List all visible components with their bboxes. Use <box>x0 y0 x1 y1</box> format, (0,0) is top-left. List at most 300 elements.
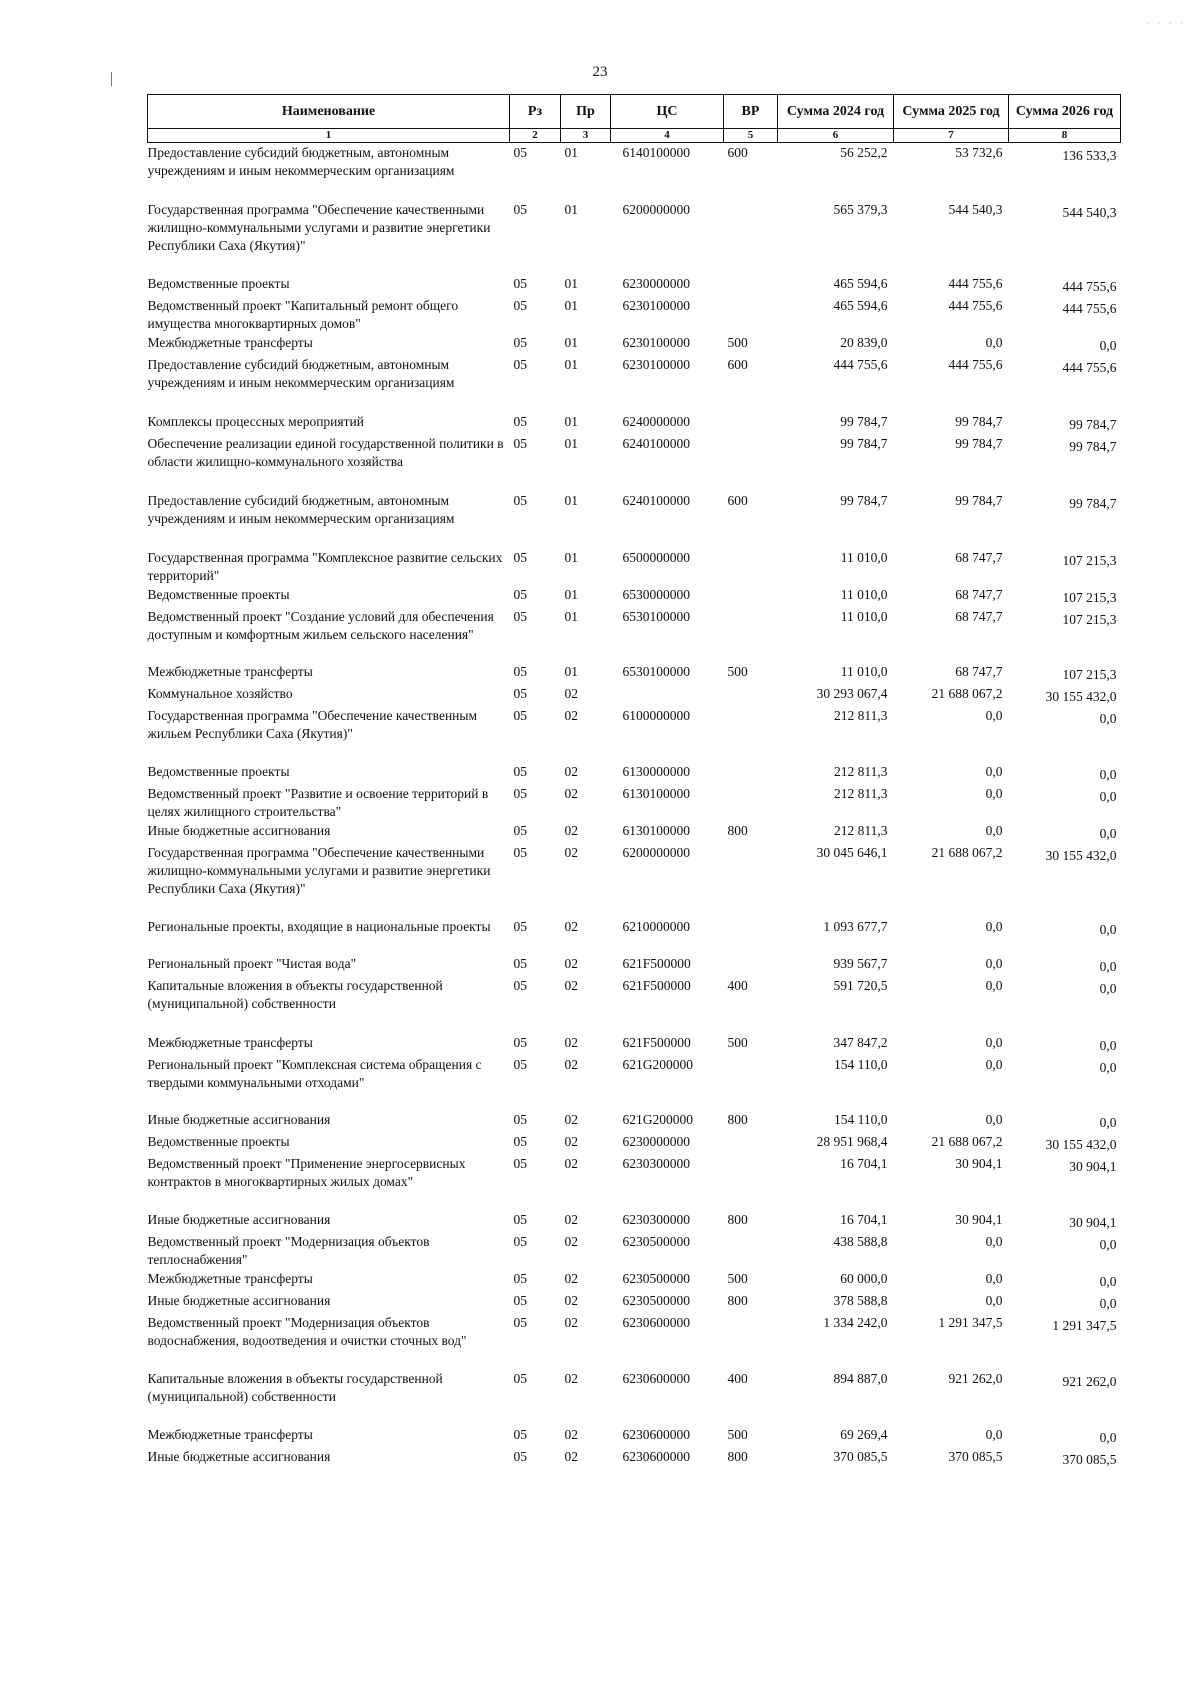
row-vr <box>724 706 778 762</box>
row-sum-2024: 1 093 677,7 <box>823 918 888 934</box>
row-pr: 02 <box>564 1133 578 1149</box>
row-sum-2025: 544 540,3 <box>948 201 1003 217</box>
row-rz: 05 <box>513 1211 527 1227</box>
row-sum-2026: 0,0 <box>1099 1037 1117 1053</box>
row-name: Государственная программа "Обеспечение качественным жильем Республики Саха (Якутия)" <box>147 707 478 741</box>
row-pr: 01 <box>564 297 578 313</box>
row-rz: 05 <box>513 297 527 313</box>
row-name: Ведомственный проект "Модернизация объектов водоснабжения, водоотведения и очистки сточных вод" <box>147 1314 467 1348</box>
row-name: Межбюджетные трансферты <box>147 334 313 350</box>
row-name: Предоставление субсидий бюджетным, автономным учреждениям и иным некоммерческим организациям <box>147 356 455 390</box>
row-cs: 6210000000 <box>622 918 690 934</box>
row-pr: 01 <box>564 275 578 291</box>
row-sum-2026: 0,0 <box>1099 958 1117 974</box>
row-pr: 01 <box>564 586 578 602</box>
row-rz: 05 <box>513 1270 527 1286</box>
row-vr: 600 <box>727 145 748 160</box>
table-row <box>148 200 1121 274</box>
table-row <box>148 976 1121 1033</box>
row-vr: 800 <box>727 1292 748 1308</box>
row-rz: 05 <box>513 201 527 217</box>
row-vr: 500 <box>727 1426 748 1442</box>
row-pr: 02 <box>564 844 578 860</box>
row-pr: 02 <box>564 1211 578 1227</box>
table-row <box>148 917 1121 954</box>
row-sum-2025: 99 784,7 <box>955 413 1003 429</box>
table-row <box>148 1269 1121 1291</box>
row-sum-2025: 21 688 067,2 <box>931 685 1003 701</box>
row-name: Межбюджетные трансферты <box>147 663 313 679</box>
row-sum-2026: 0,0 <box>1099 1114 1117 1130</box>
row-name: Обеспечение реализации единой государственной политики в области жилищно-коммунального хозяйства <box>147 435 504 469</box>
row-cs: 6200000000 <box>622 844 690 860</box>
row-sum-2026: 99 784,7 <box>1069 495 1117 511</box>
row-sum-2025: 21 688 067,2 <box>931 844 1003 860</box>
row-sum-2025: 370 085,5 <box>948 1448 1003 1464</box>
row-vr: 500 <box>727 334 748 350</box>
row-pr: 02 <box>564 763 578 779</box>
table-row <box>148 954 1121 976</box>
row-sum-2026: 30 155 432,0 <box>1045 688 1117 704</box>
row-name: Коммунальное хозяйство <box>147 685 293 701</box>
row-vr <box>724 1132 778 1154</box>
row-pr: 02 <box>564 918 578 934</box>
row-sum-2026: 0,0 <box>1099 921 1117 937</box>
row-sum-2026: 0,0 <box>1099 1059 1117 1075</box>
table-row <box>148 1425 1121 1447</box>
row-name: Ведомственный проект "Модернизация объектов теплоснабжения" <box>147 1233 430 1267</box>
row-sum-2026: 0,0 <box>1099 1236 1117 1252</box>
row-sum-2025: 0,0 <box>985 1233 1003 1249</box>
row-cs: 6230500000 <box>622 1233 690 1249</box>
row-cs: 6230100000 <box>622 356 690 372</box>
row-sum-2026: 107 215,3 <box>1062 611 1117 627</box>
table-row <box>148 607 1121 662</box>
row-sum-2025: 0,0 <box>985 1270 1003 1286</box>
row-pr: 02 <box>564 1111 578 1127</box>
row-pr: 01 <box>564 549 578 565</box>
row-rz: 05 <box>513 435 527 451</box>
row-sum-2024: 30 293 067,4 <box>816 685 888 701</box>
row-cs: 6240000000 <box>622 413 690 429</box>
row-cs: 6130000000 <box>622 763 690 779</box>
table-header-row <box>148 95 1121 129</box>
row-name: Комплексы процессных мероприятий <box>147 413 364 429</box>
row-rz: 05 <box>513 492 527 508</box>
row-sum-2026: 107 215,3 <box>1062 552 1117 568</box>
row-pr: 02 <box>564 1314 578 1330</box>
row-cs: 6530100000 <box>622 663 690 679</box>
row-sum-2024: 465 594,6 <box>833 297 888 313</box>
table-row <box>148 274 1121 296</box>
row-pr: 01 <box>564 663 578 679</box>
row-rz: 05 <box>513 785 527 801</box>
row-name: Ведомственные проекты <box>147 1133 290 1149</box>
row-rz: 05 <box>513 918 527 934</box>
row-pr: 02 <box>564 685 578 701</box>
row-sum-2026: 30 155 432,0 <box>1045 1136 1117 1152</box>
row-vr <box>724 1154 778 1210</box>
row-sum-2024: 11 010,0 <box>840 549 888 565</box>
row-rz: 05 <box>513 1056 527 1072</box>
row-sum-2025: 0,0 <box>985 763 1003 779</box>
row-pr: 01 <box>564 413 578 429</box>
row-vr <box>724 200 778 274</box>
row-sum-2024: 16 704,1 <box>840 1211 888 1227</box>
row-vr: 600 <box>727 492 748 508</box>
row-sum-2025: 30 904,1 <box>955 1211 1003 1227</box>
row-cs: 6230600000 <box>622 1448 690 1464</box>
col-number: 7 <box>894 129 1009 143</box>
row-rz: 05 <box>513 1111 527 1127</box>
col-number: 8 <box>1009 129 1121 143</box>
row-sum-2026: 921 262,0 <box>1062 1373 1117 1389</box>
row-vr <box>724 607 778 662</box>
row-rz: 05 <box>513 1034 527 1050</box>
table-row <box>148 662 1121 684</box>
row-name: Предоставление субсидий бюджетным, автономным учреждениям и иным некоммерческим организациям <box>147 492 455 526</box>
row-pr: 01 <box>564 145 578 160</box>
row-pr: 01 <box>564 492 578 508</box>
col-header-pr: Пр <box>561 95 611 129</box>
row-cs: 6200000000 <box>622 201 690 217</box>
row-vr <box>724 917 778 954</box>
table-row <box>148 1210 1121 1232</box>
row-sum-2026: 444 755,6 <box>1062 278 1117 294</box>
table-row <box>148 296 1121 333</box>
row-sum-2024: 212 811,3 <box>834 763 888 779</box>
row-cs: 621G200000 <box>622 1056 693 1072</box>
row-rz: 05 <box>513 413 527 429</box>
row-name: Межбюджетные трансферты <box>147 1270 313 1286</box>
row-vr <box>724 1055 778 1110</box>
col-header-sum-2025: Сумма 2025 год <box>894 95 1009 129</box>
row-sum-2024: 347 847,2 <box>833 1034 888 1050</box>
row-cs: 6240100000 <box>622 435 690 451</box>
scan-noise: · · · · <box>1146 18 1186 28</box>
row-sum-2024: 154 110,0 <box>834 1111 888 1127</box>
row-sum-2024: 212 811,3 <box>834 785 888 801</box>
row-cs: 621F500000 <box>622 955 691 971</box>
row-rz: 05 <box>513 145 527 160</box>
row-sum-2025: 21 688 067,2 <box>931 1133 1003 1149</box>
row-cs: 6240100000 <box>622 492 690 508</box>
row-rz: 05 <box>513 275 527 291</box>
row-sum-2024: 154 110,0 <box>834 1056 888 1072</box>
row-vr: 400 <box>727 1370 748 1386</box>
row-sum-2026: 0,0 <box>1099 980 1117 996</box>
row-rz: 05 <box>513 844 527 860</box>
row-cs: 621G200000 <box>622 1111 693 1127</box>
table-row <box>148 355 1121 412</box>
row-sum-2025: 99 784,7 <box>955 435 1003 451</box>
table-body <box>148 143 1121 1469</box>
row-name: Капитальные вложения в объекты государственной (муниципальной) собственности <box>147 977 443 1011</box>
row-sum-2025: 68 747,7 <box>955 549 1003 565</box>
row-cs: 6230100000 <box>622 297 690 313</box>
row-sum-2026: 107 215,3 <box>1062 589 1117 605</box>
row-name: Иные бюджетные ассигнования <box>147 1111 331 1127</box>
row-cs: 6140100000 <box>622 145 690 160</box>
row-rz: 05 <box>513 1426 527 1442</box>
row-rz: 05 <box>513 663 527 679</box>
row-sum-2024: 99 784,7 <box>840 435 888 451</box>
row-vr: 800 <box>727 1211 748 1227</box>
row-sum-2026: 0,0 <box>1099 825 1117 841</box>
row-pr: 01 <box>564 201 578 217</box>
row-vr <box>724 684 778 706</box>
table-row <box>148 784 1121 821</box>
row-sum-2025: 30 904,1 <box>955 1155 1003 1171</box>
row-name: Межбюджетные трансферты <box>147 1426 313 1442</box>
row-name: Межбюджетные трансферты <box>147 1034 313 1050</box>
row-sum-2026: 0,0 <box>1099 1429 1117 1445</box>
row-cs: 621F500000 <box>622 1034 691 1050</box>
row-sum-2026: 30 904,1 <box>1069 1214 1117 1230</box>
row-name: Ведомственный проект "Развитие и освоение территорий в целях жилищного строительства" <box>147 785 489 819</box>
row-cs: 6500000000 <box>622 549 690 565</box>
row-vr <box>724 762 778 784</box>
row-pr: 02 <box>564 1155 578 1171</box>
row-vr <box>724 548 778 585</box>
row-vr <box>724 274 778 296</box>
row-sum-2024: 30 045 646,1 <box>816 844 888 860</box>
row-vr: 800 <box>727 822 748 838</box>
row-sum-2025: 0,0 <box>985 822 1003 838</box>
row-rz: 05 <box>513 955 527 971</box>
row-vr <box>724 1232 778 1269</box>
row-vr <box>724 412 778 434</box>
row-sum-2025: 0,0 <box>985 955 1003 971</box>
row-sum-2024: 99 784,7 <box>840 492 888 508</box>
row-rz: 05 <box>513 334 527 350</box>
row-sum-2024: 939 567,7 <box>833 955 888 971</box>
row-cs: 6230500000 <box>622 1270 690 1286</box>
row-cs: 621F500000 <box>622 977 691 993</box>
row-sum-2025: 444 755,6 <box>948 275 1003 291</box>
row-rz: 05 <box>513 1133 527 1149</box>
row-name: Ведомственный проект "Создание условий для обеспечения доступным и комфортным жильем сельского населения" <box>147 608 494 642</box>
row-sum-2026: 0,0 <box>1099 337 1117 353</box>
row-rz: 05 <box>513 586 527 602</box>
row-cs <box>611 684 724 706</box>
row-pr: 02 <box>564 785 578 801</box>
row-pr: 02 <box>564 1426 578 1442</box>
row-vr <box>724 296 778 333</box>
row-rz: 05 <box>513 707 527 723</box>
row-vr <box>724 585 778 607</box>
row-sum-2024: 212 811,3 <box>834 707 888 723</box>
row-sum-2026: 1 291 347,5 <box>1052 1317 1117 1333</box>
table-row <box>148 434 1121 491</box>
row-pr: 02 <box>564 955 578 971</box>
row-rz: 05 <box>513 1292 527 1308</box>
page-number: 23 <box>592 64 608 80</box>
table-row <box>148 706 1121 762</box>
row-sum-2024: 444 755,6 <box>833 356 888 372</box>
row-name: Государственная программа "Обеспечение качественными жилищно-коммунальными услугами и развитие энергетики Республики Саха (Якутия)" <box>147 201 491 253</box>
row-sum-2025: 0,0 <box>985 1034 1003 1050</box>
row-name: Государственная программа "Обеспечение качественными жилищно-коммунальными услугами и развитие энергетики Республики Саха (Якутия)" <box>147 844 491 896</box>
row-rz: 05 <box>513 1233 527 1249</box>
row-sum-2026: 30 155 432,0 <box>1045 847 1117 863</box>
row-cs: 6130100000 <box>622 785 690 801</box>
row-rz: 05 <box>513 763 527 779</box>
row-pr: 02 <box>564 1233 578 1249</box>
row-sum-2024: 1 334 242,0 <box>823 1314 888 1330</box>
row-rz: 05 <box>513 608 527 624</box>
row-cs: 6230100000 <box>622 334 690 350</box>
row-vr: 600 <box>727 356 748 372</box>
row-sum-2025: 0,0 <box>985 918 1003 934</box>
table-row <box>148 1313 1121 1369</box>
row-sum-2025: 921 262,0 <box>948 1370 1003 1386</box>
row-name: Иные бюджетные ассигнования <box>147 1211 331 1227</box>
table-row <box>148 143 1121 200</box>
table-row <box>148 762 1121 784</box>
row-rz: 05 <box>513 356 527 372</box>
row-sum-2025: 0,0 <box>985 1426 1003 1442</box>
row-vr <box>724 434 778 491</box>
row-sum-2024: 11 010,0 <box>840 608 888 624</box>
row-vr: 800 <box>727 1448 748 1464</box>
row-sum-2026: 444 755,6 <box>1062 359 1117 375</box>
col-number: 2 <box>510 129 561 143</box>
row-name: Предоставление субсидий бюджетным, автономным учреждениям и иным некоммерческим организациям <box>147 145 455 178</box>
row-sum-2024: 438 588,8 <box>833 1233 888 1249</box>
row-name: Ведомственный проект "Капитальный ремонт общего имущества многоквартирных домов" <box>147 297 459 331</box>
row-pr: 02 <box>564 1292 578 1308</box>
row-sum-2026: 444 755,6 <box>1062 300 1117 316</box>
row-sum-2026: 0,0 <box>1099 788 1117 804</box>
row-sum-2024: 465 594,6 <box>833 275 888 291</box>
table-row <box>148 821 1121 843</box>
row-sum-2024: 894 887,0 <box>833 1370 888 1386</box>
table-row <box>148 1369 1121 1425</box>
row-pr: 02 <box>564 822 578 838</box>
row-name: Иные бюджетные ассигнования <box>147 822 331 838</box>
row-name: Региональный проект "Комплексная система обращения с твердыми коммунальными отходами" <box>147 1056 482 1090</box>
row-name: Ведомственный проект "Применение энергосервисных контрактов в многоквартирных жилых домах" <box>147 1155 466 1189</box>
row-pr: 01 <box>564 608 578 624</box>
table-row <box>148 412 1121 434</box>
table-row <box>148 684 1121 706</box>
row-cs: 6230600000 <box>622 1426 690 1442</box>
row-vr <box>724 1313 778 1369</box>
row-sum-2024: 212 811,3 <box>834 822 888 838</box>
row-sum-2026: 0,0 <box>1099 1295 1117 1311</box>
col-header-sum-2024: Сумма 2024 год <box>778 95 894 129</box>
row-sum-2024: 69 269,4 <box>840 1426 888 1442</box>
row-pr: 02 <box>564 977 578 993</box>
col-header-name: Наименование <box>148 95 510 129</box>
row-sum-2024: 20 839,0 <box>840 334 888 350</box>
row-sum-2025: 0,0 <box>985 785 1003 801</box>
col-number: 3 <box>561 129 611 143</box>
row-name: Региональный проект "Чистая вода" <box>147 955 357 971</box>
row-sum-2025: 0,0 <box>985 334 1003 350</box>
row-sum-2025: 1 291 347,5 <box>938 1314 1003 1330</box>
table-row <box>148 843 1121 917</box>
row-name: Региональные проекты, входящие в национальные проекты <box>147 918 491 934</box>
table-row <box>148 491 1121 548</box>
row-sum-2025: 0,0 <box>985 1056 1003 1072</box>
row-rz: 05 <box>513 685 527 701</box>
row-sum-2025: 68 747,7 <box>955 663 1003 679</box>
col-header-vr: ВР <box>724 95 778 129</box>
table-row <box>148 548 1121 585</box>
row-rz: 05 <box>513 1370 527 1386</box>
row-pr: 02 <box>564 1034 578 1050</box>
table-row <box>148 1110 1121 1132</box>
row-sum-2025: 68 747,7 <box>955 586 1003 602</box>
row-pr: 02 <box>564 1448 578 1464</box>
row-sum-2024: 11 010,0 <box>840 586 888 602</box>
col-number: 1 <box>148 129 510 143</box>
row-sum-2025: 99 784,7 <box>955 492 1003 508</box>
row-sum-2024: 60 000,0 <box>840 1270 888 1286</box>
table-row <box>148 1291 1121 1313</box>
table-row <box>148 1154 1121 1210</box>
row-sum-2025: 0,0 <box>985 1292 1003 1308</box>
row-pr: 02 <box>564 1370 578 1386</box>
row-sum-2025: 0,0 <box>985 1111 1003 1127</box>
row-sum-2026: 0,0 <box>1099 1273 1117 1289</box>
row-name: Государственная программа "Комплексное развитие сельских территорий" <box>147 549 503 583</box>
row-sum-2026: 136 533,3 <box>1062 148 1117 163</box>
row-sum-2026: 544 540,3 <box>1062 204 1117 220</box>
row-rz: 05 <box>513 1155 527 1171</box>
row-pr: 02 <box>564 1270 578 1286</box>
table-row <box>148 1033 1121 1055</box>
row-sum-2025: 0,0 <box>985 707 1003 723</box>
row-vr <box>724 784 778 821</box>
row-cs: 6230500000 <box>622 1292 690 1308</box>
row-sum-2026: 30 904,1 <box>1069 1158 1117 1174</box>
row-sum-2024: 16 704,1 <box>840 1155 888 1171</box>
row-sum-2025: 444 755,6 <box>948 297 1003 313</box>
row-vr: 500 <box>727 1034 748 1050</box>
row-vr <box>724 843 778 917</box>
row-sum-2026: 0,0 <box>1099 710 1117 726</box>
row-sum-2024: 378 588,8 <box>833 1292 888 1308</box>
row-rz: 05 <box>513 977 527 993</box>
row-vr: 500 <box>727 1270 748 1286</box>
row-sum-2026: 107 215,3 <box>1062 666 1117 682</box>
row-sum-2025: 444 755,6 <box>948 356 1003 372</box>
row-pr: 01 <box>564 435 578 451</box>
row-pr: 02 <box>564 1056 578 1072</box>
row-cs: 6230300000 <box>622 1211 690 1227</box>
col-header-sum-2026: Сумма 2026 год <box>1009 95 1121 129</box>
row-cs: 6100000000 <box>622 707 690 723</box>
col-number: 5 <box>724 129 778 143</box>
row-sum-2026: 99 784,7 <box>1069 438 1117 454</box>
row-name: Ведомственные проекты <box>147 275 290 291</box>
row-cs: 6230600000 <box>622 1314 690 1330</box>
table-row <box>148 333 1121 355</box>
table-row <box>148 1232 1121 1269</box>
col-number: 6 <box>778 129 894 143</box>
row-name: Иные бюджетные ассигнования <box>147 1292 331 1308</box>
row-vr <box>724 954 778 976</box>
table-row <box>148 1447 1121 1469</box>
row-vr: 800 <box>727 1111 748 1127</box>
row-cs: 6530100000 <box>622 608 690 624</box>
row-cs: 6230300000 <box>622 1155 690 1171</box>
row-cs: 6530000000 <box>622 586 690 602</box>
row-rz: 05 <box>513 549 527 565</box>
